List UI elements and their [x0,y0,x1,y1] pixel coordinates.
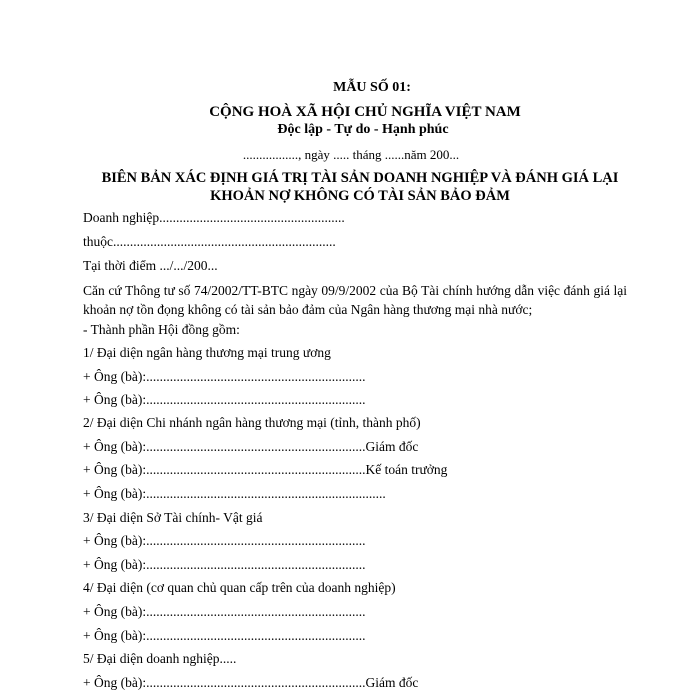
document-title [10,169,700,205]
title-line-1: BIÊN BẢN XÁC ĐỊNH GIÁ TRỊ TÀI SẢN DOANH NGHIỆP VÀ ĐÁNH GIÁ LẠI [101,170,619,186]
under-line: thuộc.................................................................. [83,234,336,249]
section-4-member-2: + Ông (bà):................................................................. [83,628,366,643]
section-1-member-1: + Ông (bà):................................................................. [83,369,366,384]
at-time-line: Tại thời điểm .../.../200... [83,258,218,273]
section-3-member-2: + Ông (bà):................................................................. [83,557,366,572]
section-2-member-2: + Ông (bà):.................................................................Kế toán trưởng [83,462,448,477]
section-5-member-1: + Ông (bà):.................................................................Giám đốc [83,675,419,690]
section-1-title: 1/ Đại diện ngân hàng thương mại trung ương [83,345,331,360]
title-line-2: KHOẢN NỢ KHÔNG CÓ TÀI SẢN BẢO ĐẢM [210,188,510,204]
section-2-title: 2/ Đại diện Chi nhánh ngân hàng thương mại (tỉnh, thành phố) [83,415,421,430]
section-3-title: 3/ Đại diện Sở Tài chính- Vật giá [83,510,263,525]
section-5-title: 5/ Đại diện doanh nghiệp..... [83,651,237,666]
council-intro: - Thành phần Hội đồng gồm: [83,322,240,337]
section-4-member-1: + Ông (bà):................................................................. [83,604,366,619]
section-2-member-3: + Ông (bà):....................................................................... [83,486,386,501]
place-date-line: ................., ngày ..... tháng ......năm 200... [242,147,460,162]
national-motto: Độc lập - Tự do - Hạnh phúc [277,122,449,137]
enterprise-line: Doanh nghiệp....................................................... [83,210,345,225]
form-number: MẪU SỐ 01: [333,80,411,95]
section-3-member-1: + Ông (bà):................................................................. [83,533,366,548]
section-4-title: 4/ Đại diện (cơ quan chủ quan cấp trên của doanh nghiệp) [83,580,396,595]
section-2-member-1: + Ông (bà):.................................................................Giám đốc [83,439,419,454]
section-1-member-2: + Ông (bà):................................................................. [83,392,366,407]
republic-heading: CỘNG HOÀ XÃ HỘI CHỦ NGHĨA VIỆT NAM [209,104,521,120]
legal-basis-paragraph: Căn cứ Thông tư số 74/2002/TT-BTC ngày 09/9/2002 của Bộ Tài chính hướng dẫn việc đánh giá lại khoản nợ tồn đọng không có tài sản bảo đảm của Ngân hàng thương mại nhà nước; [83,283,627,317]
